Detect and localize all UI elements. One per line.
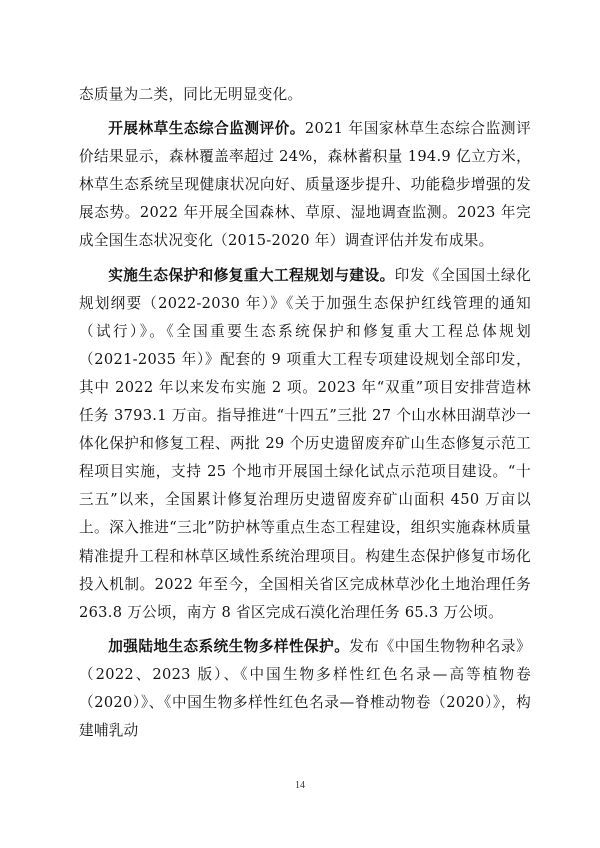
paragraph-heading: 加强陆地生态系统生物多样性保护。 xyxy=(108,637,350,655)
paragraph-heading: 开展林草生态综合监测评价。 xyxy=(108,120,305,138)
paragraph-restoration-projects xyxy=(79,262,531,627)
page-number: 14 xyxy=(295,780,305,791)
paragraph-body: 发布《中国生物物种名录》（2022、2023 版）、《中国生物多样性红色名录—高等植物卷（2020）》、《中国生物多样性红色名录—脊椎动物卷（2020）》，构建哺乳动 xyxy=(79,637,531,740)
document-page xyxy=(79,81,531,751)
paragraph-biodiversity xyxy=(79,633,531,745)
paragraph-body: 印发《全国国土绿化规划纲要（2022-2030 年）》《关于加强生态保护红线管理的通知（试行）》。《全国重要生态系统保护和修复重大工程总体规划（2021-2035 年）》配套的 9 项重大工程专项建设规划全部印发，其中 2022 年以来发布实施 2 项。2023 年“双重”项目安排营造林任务 3793.1 万亩。指导推进“十四五”三批 27 个山水林田湖草沙一体化保护和修复工程、两批 29 个历史遗留废弃矿山生态修复示范工程项目实施，支持 25 个地市开展国土绿化试点示范项目建设。“十三五”以来，全国累计修复治理历史遗留废弃矿山面积 450 万亩以上。深入推进“三北”防护林等重点生态工程建设，组织实施森林质量精准提升工程和林草区域性系统治理项目。构建生态保护修复市场化投入机制。2022 年至今，全国相关省区完成林草沙化土地治理任务 263.8 万公顷，南方 8 省区完成石漠化治理任务 65.3 万公顷。 xyxy=(79,266,531,621)
paragraph-heading: 实施生态保护和修复重大工程规划与建设。 xyxy=(108,266,395,284)
paragraph-body: 2021 年国家林草生态综合监测评价结果显示，森林覆盖率超过 24%，森林蓄积量 194.9 亿立方米，林草生态系统呈现健康状况向好、质量逐步提升、功能稳步增强的发展态势。2022 年开展全国森林、草原、湿地调查监测。2023 年完成全国生态状况变化（2015-2020 年）调查评估并发布成果。 xyxy=(79,120,531,250)
paragraph-continuation xyxy=(79,81,531,109)
paragraph-ecological-monitoring xyxy=(79,115,531,255)
paragraph-body: 态质量为二类，同比无明显变化。 xyxy=(79,86,303,103)
